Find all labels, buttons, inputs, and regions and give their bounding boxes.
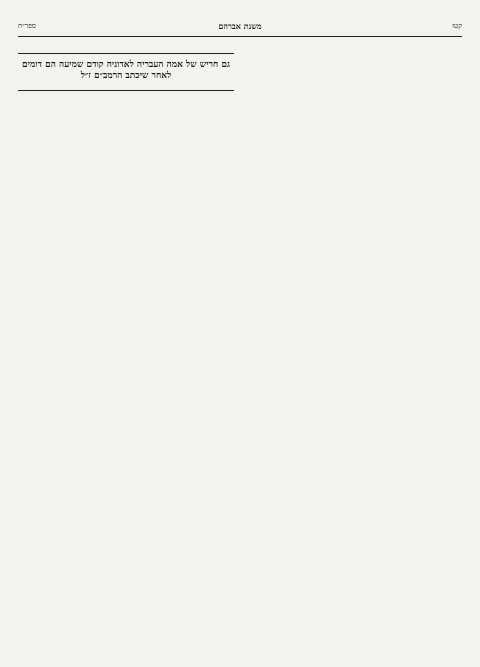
- section-divider: [18, 90, 234, 91]
- running-subtitle: ספר״ח: [18, 22, 36, 30]
- right-column: [246, 45, 462, 665]
- page-header: [18, 18, 462, 37]
- running-title: משנת אברהם: [218, 21, 262, 31]
- section-heading: גם חריש של אמה העבריה לאדוניה קודם שמיעה הם דומים לאחר שיכתב הרמב״ם ז״ל: [22, 60, 230, 81]
- text-columns: [18, 45, 462, 665]
- section-divider: [18, 53, 234, 54]
- page-number: קטז: [452, 22, 462, 30]
- left-column: [18, 45, 234, 665]
